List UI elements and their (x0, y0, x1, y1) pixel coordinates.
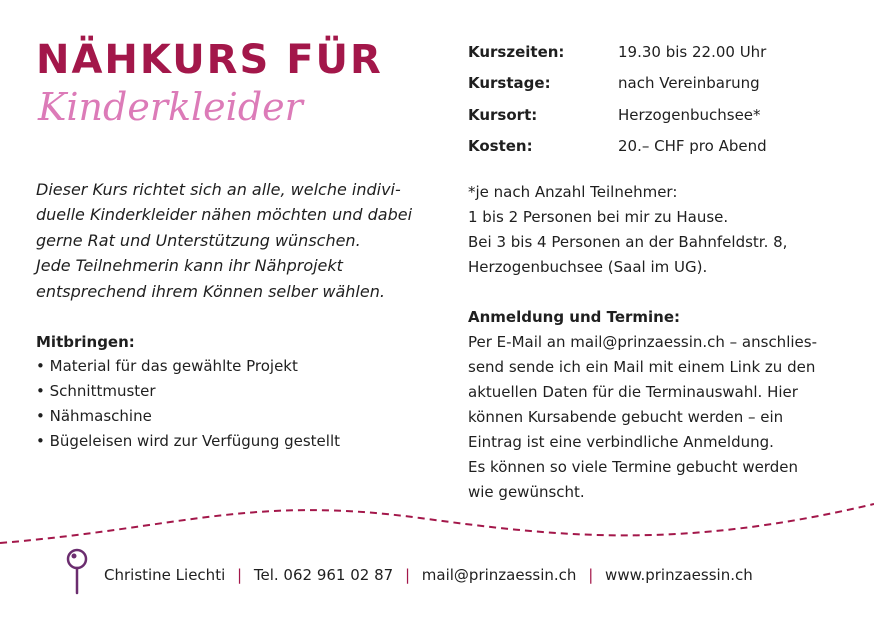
info-row-days (468, 68, 767, 100)
info-value: 19.30 bis 22.00 Uhr (618, 42, 767, 61)
course-info (468, 36, 767, 162)
contact-name: Christine Liechti (104, 566, 226, 584)
bring-list (36, 354, 340, 454)
separator: | (404, 566, 411, 584)
list-item: • Material für das gewählte Projekt (36, 354, 340, 379)
list-item: • Bügeleisen wird zur Verfügung gestellt (36, 429, 340, 454)
contact-website[interactable]: www.prinzaessin.ch (605, 566, 753, 584)
registration-text: Per E-Mail an mail@prinzaessin.ch – anschlies- send sende ich ein Mail mit einem Link zu den aktuellen Daten für die Terminauswahl. Hier können Kursabende gebucht werden – ein Eintrag ist eine verbindliche Anmeldung. Es können so viele Termine gebucht werden wie gewünscht. (468, 333, 817, 501)
info-key: Kosten: (468, 137, 533, 156)
pin-icon (64, 548, 90, 596)
registration-heading: Anmeldung und Termine: (468, 308, 681, 326)
footer-contact (104, 564, 753, 586)
participants-note: *je nach Anzahl Teilnehmer: 1 bis 2 Personen bei mir zu Hause. Bei 3 bis 4 Personen an der Bahnfeldstr. 8, Herzogenbuchsee (Saal im UG). (468, 183, 788, 276)
page-title: NÄHKURS FÜR (36, 37, 383, 83)
list-item: • Schnittmuster (36, 379, 340, 404)
info-value: 20.– CHF pro Abend (618, 137, 767, 156)
page-subtitle: Kinderkleider (38, 85, 303, 129)
contact-phone[interactable]: Tel. 062 961 02 87 (253, 566, 394, 584)
list-item: • Nähmaschine (36, 404, 340, 429)
info-key: Kurstage: (468, 74, 551, 93)
info-key: Kursort: (468, 105, 538, 124)
contact-email[interactable]: mail@prinzaessin.ch (421, 566, 577, 584)
info-row-location (468, 99, 767, 131)
separator: | (237, 566, 243, 584)
info-key: Kurszeiten: (468, 42, 565, 61)
info-row-costs (468, 131, 767, 163)
separator: | (588, 566, 594, 584)
info-value: nach Vereinbarung (618, 74, 760, 93)
info-row-times (468, 36, 767, 68)
intro-text: Dieser Kurs richtet sich an alle, welche indivi- duelle Kinderkleider nähen möchten und dabei gerne Rat und Unterstützung wünschen. Jede Teilnehmerin kann ihr Nähprojekt entsprechend ihrem Können selber wählen. (36, 180, 413, 301)
info-value: Herzogenbuchsee* (618, 105, 761, 124)
bring-heading: Mitbringen: (36, 333, 135, 351)
dashed-wave-divider (0, 490, 874, 550)
